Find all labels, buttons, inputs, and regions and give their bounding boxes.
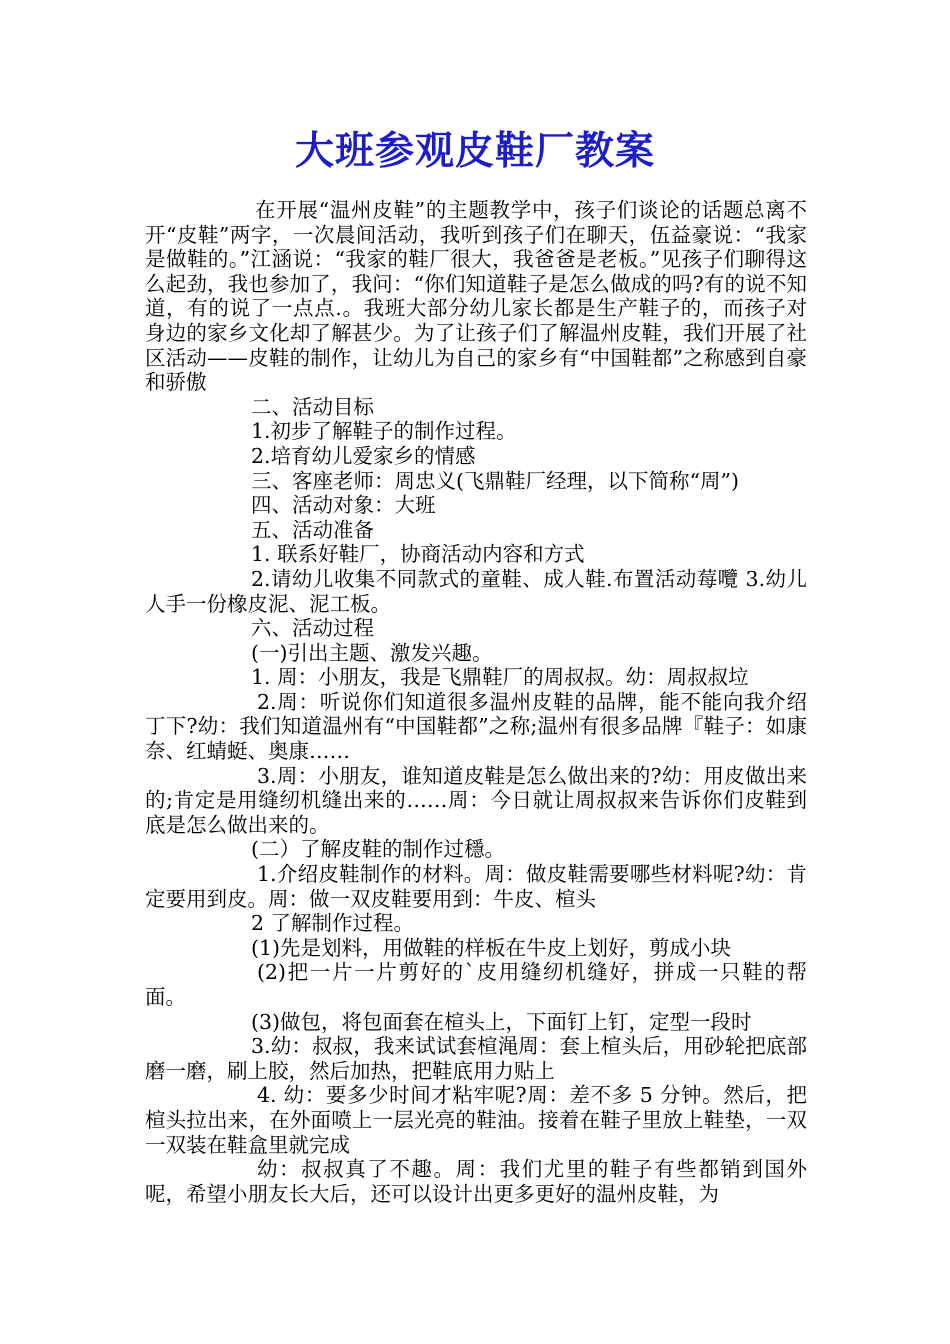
section-heading-process: 六、活动过程 (251, 616, 374, 641)
goal-item-2: 2.培育幼儿爱家乡的情感 (251, 443, 476, 468)
process-step-3: (3)做包，将包面套在楦头上，下面钉上钉，定型一段时 (251, 1009, 752, 1034)
process-step-intro: (一)引出主题、激发兴趣。 (251, 640, 493, 665)
preparation-item-2: 2.请幼儿收集不同款式的童鞋、成人鞋.布置活动莓囕 3.幼儿人手一份橡皮泥、泥工板。 (145, 566, 807, 616)
dialogue-3: 3.周：小朋友，谁知道皮鞋是怎么做出来的?幼：用皮做出来的;肯定是用缝纫机缝出来的……周：今日就让周叔叔来告诉你们皮鞋到底是怎么做出来的。 (145, 763, 807, 837)
document-title: 大班参观皮鞋厂教案 (294, 129, 655, 174)
document-body (145, 198, 807, 1206)
section-heading-audience: 四、活动对象：大班 (251, 493, 436, 518)
section-heading-preparation: 五、活动准备 (251, 517, 374, 542)
process-step-understand: (二）了解皮鞋的制作过穩。 (251, 837, 505, 862)
materials-paragraph: 1.介绍皮鞋制作的材料。周：做皮鞋需要哪些材料呢?幼：肯定要用到皮。周：做一双皮鞋要用到：牛皮、楦头 (145, 862, 807, 911)
dialogue-2: 2.周：听说你们知道很多温州皮鞋的品牌，能不能向我介绍丁下?幼：我们知道温州有“中国鞋都”之称;温州有很多品牌『鞋子：如康奈、红蜻蜓、奥康…… (145, 689, 807, 764)
process-subheading: 2 了解制作过程。 (251, 911, 415, 936)
dialogue-5: 4. 幼：要多少时间才粘牢呢?周：差不多 5 分钟。然后，把楦头拉出来，在外面喷上一层光亮的鞋油。接着在鞋子里放上鞋垫，一双一双装在鞋盒里就完成 (145, 1083, 807, 1157)
goal-item-1: 1.初步了解鞋子的制作过程。 (251, 419, 517, 444)
process-step-1: (1)先是划料，用做鞋的样板在牛皮上划好，剪成小块 (251, 935, 732, 960)
section-heading-goals: 二、活动目标 (251, 394, 374, 419)
preparation-item-1: 1. 联系好鞋厂，协商活动内容和方式 (251, 542, 585, 567)
dialogue-4: 3.幼：叔叔，我来试试套楦渑周：套上楦头后，用砂轮把底部磨一磨，刷上胶，然后加热，把鞋底用力贴上 (145, 1034, 807, 1083)
section-heading-guest-teacher: 三、客座老师：周忠义(飞鼎鞋厂经理，以下简称“周”) (251, 468, 739, 493)
process-step-2: (2)把一片一片剪好的`皮用缝纫机缝好，拼成一只鞋的帮面。 (145, 960, 807, 1009)
dialogue-1: 1. 周：小朋友，我是飞鼎鞋厂的周叔叔。幼：周叔叔垃 (251, 665, 749, 690)
intro-paragraph: 在开展“温州皮鞋”的主题教学中，孩子们谈论的话题总离不开“皮鞋”两字，一次晨间活动，我听到孩子们在聊天，伍益豪说：“我家是做鞋的。”江涵说：“我家的鞋厂很大，我爸爸是老板。”见孩子们聊得这么起劲，我也参加了，我问：“你们知道鞋子是怎么做成的吗?有的说不知道，有的说了一点点.。我班大部分幼儿家长都是生产鞋子的，而孩子对身边的家乡文化却了解甚少。为了让孩子们了解温州皮鞋，我们开展了社区活动——皮鞋的制作，让幼儿为自己的家乡有“中国鞋都”之称感到自豪和骄傲 (145, 198, 807, 395)
dialogue-6: 幼：叔叔真了不趣。周：我们尤里的鞋子有些都销到国外呢，希望小朋友长大后，还可以设计出更多更好的温州皮鞋，为 (145, 1157, 807, 1206)
